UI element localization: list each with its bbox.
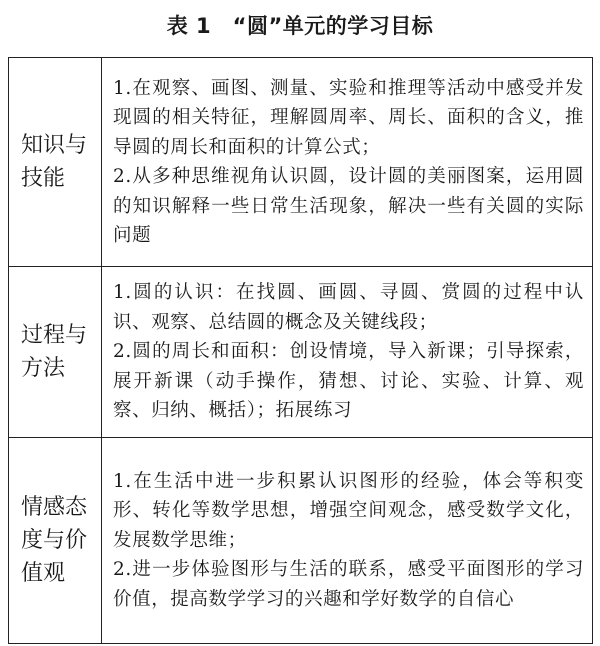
goal-item: 1.在观察、画图、测量、实验和推理等活动中感受并发现圆的相关特征，理解圆周率、周长、面积的含义，推导圆的周长和面积的计算公式； — [113, 77, 584, 158]
table-row — [9, 267, 593, 438]
goal-item: 2.从多种思维视角认识圆，设计圆的美丽图案，运用圆的知识解释一些日常生活现象，解决一些有关圆的实际问题 — [113, 166, 584, 246]
content-cell — [102, 438, 593, 644]
learning-goals-table — [8, 57, 593, 644]
category-label: 过程与方法 — [21, 323, 88, 381]
table-caption: 表 1 “圆”单元的学习目标 — [166, 14, 434, 38]
category-cell — [9, 438, 102, 644]
goal-item: 1.圆的认识：在找圆、画圆、寻圆、赏圆的过程中认识、观察、总结圆的概念及关键线段； — [113, 282, 584, 333]
category-cell — [9, 58, 102, 267]
content-cell — [102, 58, 593, 267]
content-cell — [102, 267, 593, 438]
goal-item: 2.进一步体验图形与生活的联系，感受平面图形的学习价值，提高数学学习的兴趣和学好数学的自信心 — [113, 559, 584, 610]
goal-item: 1.在生活中进一步积累认识图形的经验，体会等积变形、转化等数学思想，增强空间观念，感受数学文化，发展数学思维； — [113, 470, 584, 551]
table-row — [9, 58, 593, 267]
goal-item: 2.圆的周长和面积：创设情境，导入新课；引导探索，展开新课（动手操作，猜想、讨论、实验、计算、观察、归纳、概括）；拓展练习 — [113, 341, 584, 422]
category-label: 情感态度与价值观 — [21, 495, 88, 586]
table-row — [9, 438, 593, 644]
category-cell — [9, 267, 102, 438]
category-label: 知识与技能 — [21, 133, 88, 191]
